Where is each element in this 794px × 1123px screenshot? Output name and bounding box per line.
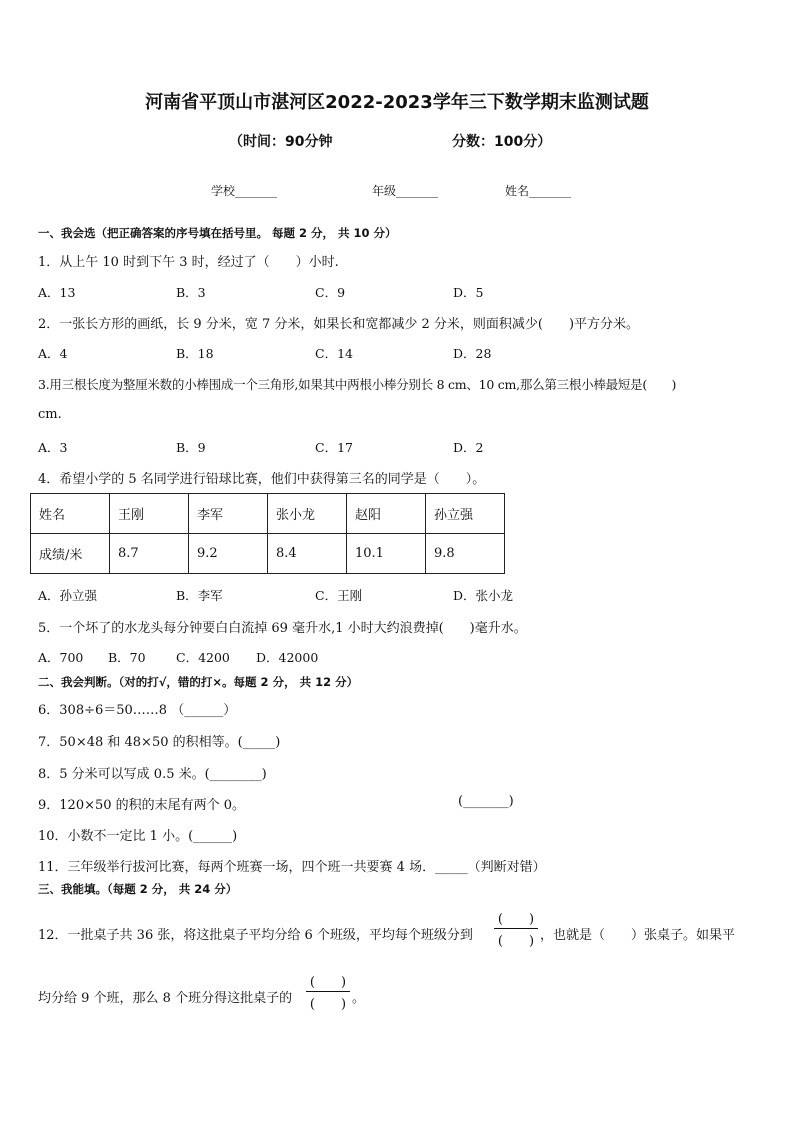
table-cell: 成绩/米 bbox=[31, 534, 110, 574]
q1-option-b[interactable]: B．3 bbox=[176, 285, 206, 300]
q3-option-b[interactable]: B．9 bbox=[176, 440, 206, 455]
table-cell: 孙立强 bbox=[426, 494, 505, 534]
fraction-numerator: ( ) bbox=[309, 975, 347, 990]
question-10: 10．小数不一定比 1 小。(______) bbox=[38, 829, 238, 844]
section-1-heading: 一、我会选（把正确答案的序号填在括号里。 每题 2 分， 共 10 分） bbox=[38, 226, 397, 240]
section-2-heading: 二、我会判断。（对的打√，错的打×。每题 2 分， 共 12 分） bbox=[38, 675, 359, 689]
question-1: 1．从上午 10 时到下午 3 时，经过了（ ）小时. bbox=[38, 255, 339, 270]
q2-option-d[interactable]: D．28 bbox=[453, 346, 492, 361]
page-title: 河南省平顶山市湛河区2022-2023学年三下数学期末监测试题 bbox=[145, 92, 649, 113]
question-12-part3: 均分给 9 个班，那么 8 个班分得这批桌子的 bbox=[38, 991, 293, 1006]
question-2: 2．一张长方形的画纸，长 9 分米，宽 7 分米，如果长和宽都减少 2 分米，则面积减少( )平方分米。 bbox=[38, 317, 640, 332]
fraction-bar bbox=[306, 991, 350, 992]
table-row bbox=[31, 494, 505, 534]
question-9-blank[interactable]: (_______) bbox=[458, 794, 514, 809]
section-3-heading: 三、我能填。（每题 2 分， 共 24 分） bbox=[38, 882, 238, 896]
exam-score: 分数：100分） bbox=[452, 134, 552, 150]
table-cell: 10.1 bbox=[347, 534, 426, 574]
question-4: 4．希望小学的 5 名同学进行铅球比赛，他们中获得第三名的同学是（ ）。 bbox=[38, 472, 486, 487]
table-cell: 9.8 bbox=[426, 534, 505, 574]
q5-option-c[interactable]: C．4200 bbox=[176, 650, 230, 665]
question-12-part1: 12．一批桌子共 36 张，将这批桌子平均分给 6 个班级，平均每个班级分到 bbox=[38, 928, 473, 943]
question-5: 5．一个坏了的水龙头每分钟要白白流掉 69 毫升水,1 小时大约浪费掉( )毫升水。 bbox=[38, 621, 527, 636]
question-11: 11．三年级举行拔河比赛，每两个班赛一场，四个班一共要赛 4 场．_____（判断对错） bbox=[38, 860, 546, 875]
question-12-part2: ，也就是（ ）张桌子。如果平 bbox=[540, 928, 736, 943]
q5-option-b[interactable]: B．70 bbox=[108, 650, 146, 665]
school-field[interactable]: 学校_______ bbox=[211, 184, 278, 198]
q3-option-a[interactable]: A．3 bbox=[38, 440, 68, 455]
fraction-denominator: ( ) bbox=[497, 934, 535, 949]
table-cell: 张小龙 bbox=[268, 494, 347, 534]
table-cell: 赵阳 bbox=[347, 494, 426, 534]
q3-option-c[interactable]: C．17 bbox=[315, 440, 353, 455]
q4-option-b[interactable]: B．李军 bbox=[176, 588, 223, 603]
question-3: 3.用三根长度为整厘米数的小棒围成一个三角形,如果其中两根小棒分别长 8 cm、10 cm,那么第三根小棒最短是( ) bbox=[38, 377, 677, 392]
q4-option-a[interactable]: A．孙立强 bbox=[38, 588, 98, 603]
score-table bbox=[30, 493, 505, 574]
table-cell: 王刚 bbox=[110, 494, 189, 534]
q5-option-a[interactable]: A．700 bbox=[38, 650, 84, 665]
fraction-denominator: ( ) bbox=[309, 997, 347, 1012]
table-row bbox=[31, 534, 505, 574]
q1-option-d[interactable]: D．5 bbox=[453, 285, 484, 300]
q4-option-d[interactable]: D．张小龙 bbox=[453, 588, 514, 603]
q12-fraction-blank-2[interactable] bbox=[306, 971, 350, 1012]
exam-time: （时间：90分钟 bbox=[229, 134, 333, 150]
question-3-unit: cm. bbox=[38, 407, 62, 422]
q12-fraction-blank-1[interactable] bbox=[494, 908, 538, 949]
table-cell: 9.2 bbox=[189, 534, 268, 574]
fraction-numerator: ( ) bbox=[497, 912, 535, 927]
q2-option-b[interactable]: B．18 bbox=[176, 346, 214, 361]
grade-field[interactable]: 年级_______ bbox=[372, 184, 439, 198]
question-9: 9．120×50 的积的末尾有两个 0。 bbox=[38, 798, 246, 813]
q1-option-c[interactable]: C．9 bbox=[315, 285, 346, 300]
question-6: 6．308÷6＝50……8 （______） bbox=[38, 703, 237, 718]
q2-option-a[interactable]: A．4 bbox=[38, 346, 68, 361]
q4-option-c[interactable]: C．王刚 bbox=[315, 588, 363, 603]
question-12-part4: 。 bbox=[352, 991, 366, 1006]
name-field[interactable]: 姓名_______ bbox=[505, 184, 572, 198]
table-cell: 8.4 bbox=[268, 534, 347, 574]
q3-option-d[interactable]: D．2 bbox=[453, 440, 484, 455]
q1-option-a[interactable]: A．13 bbox=[38, 285, 76, 300]
q2-option-c[interactable]: C．14 bbox=[315, 346, 353, 361]
question-8: 8．5 分米可以写成 0.5 米。(________) bbox=[38, 767, 267, 782]
q5-option-d[interactable]: D．42000 bbox=[256, 650, 319, 665]
fraction-bar bbox=[494, 928, 538, 929]
table-cell: 李军 bbox=[189, 494, 268, 534]
table-cell: 8.7 bbox=[110, 534, 189, 574]
question-7: 7．50×48 和 48×50 的积相等。(_____) bbox=[38, 735, 281, 750]
table-cell: 姓名 bbox=[31, 494, 110, 534]
